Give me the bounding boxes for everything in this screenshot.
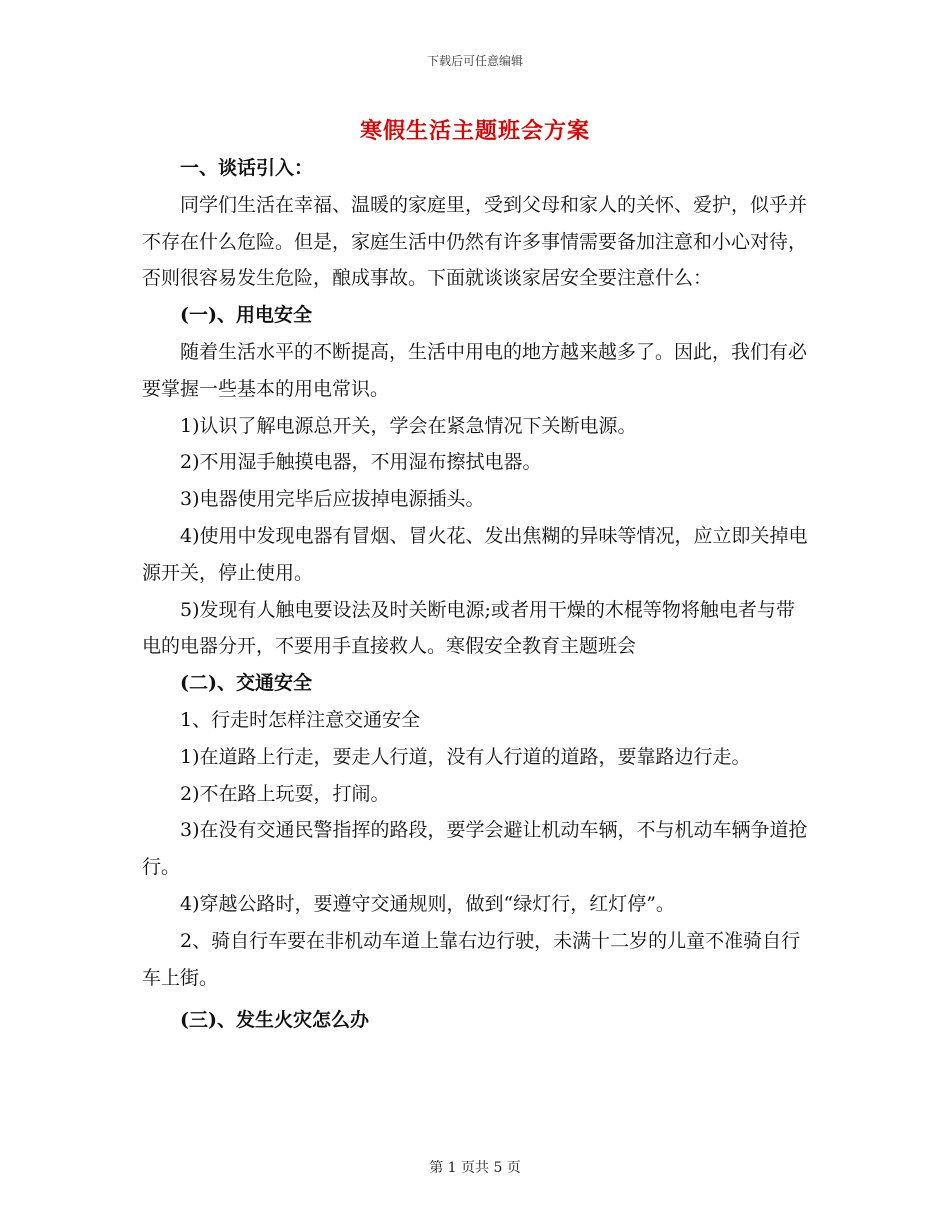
electricity-item-1: 1)认识了解电源总开关，学会在紧急情况下关断电源。 [180, 414, 637, 437]
electricity-item-4: 4)使用中发现电器有冒烟、冒火花、发出焦糊的异味等情况，应立即关掉电源开关，停止使用。 [142, 524, 808, 584]
electricity-item-3: 3)电器使用完毕后应拔掉电源插头。 [180, 488, 485, 511]
electricity-paragraph: 随着生活水平的不断提高，生活中用电的地方越来越多了。因此，我们有必要掌握一些基本的用电常识。 [142, 340, 808, 400]
electricity-item-2: 2)不用湿手触摸电器，不用湿布擦拭电器。 [180, 451, 542, 474]
intro-paragraph: 同学们生活在幸福、温暖的家庭里，受到父母和家人的关怀、爱护，似乎并不存在什么危险。但是，家庭生活中仍然有许多事情需要备加注意和小心对待，否则很容易发生危险，酿成事故。下面就谈谈家居安全要注意什么： [142, 193, 808, 290]
traffic-item-3: 3)在没有交通民警指挥的路段，要学会避让机动车辆，不与机动车辆争道抢行。 [142, 819, 808, 879]
page-footer: 第 1 页共 5 页 [429, 1160, 521, 1176]
page-header: 下载后可任意编辑 [426, 54, 523, 68]
document-title: 寒假生活主题班会方案 [359, 118, 590, 144]
traffic-item-1: 1)在道路上行走，要走人行道，没有人行道的道路，要靠路边行走。 [180, 745, 751, 768]
traffic-item-4: 4)穿越公路时，要遵守交通规则，做到“绿灯行，红灯停”。 [180, 892, 675, 915]
section-heading-electricity: (一)、用电安全 [180, 304, 312, 327]
section-heading-intro: 一、谈话引入： [180, 157, 314, 179]
traffic-item-2: 2)不在路上玩耍，打闹。 [180, 782, 390, 805]
section-heading-fire: (三)、发生火灾怎么办 [180, 1009, 369, 1032]
traffic-subheading-walking: 1、行走时怎样注意交通安全 [180, 708, 421, 731]
traffic-cycling-paragraph: 2、骑自行车要在非机动车道上靠右边行驶，未满十二岁的儿童不准骑自行车上街。 [142, 929, 801, 989]
document-body [142, 150, 810, 1039]
section-heading-traffic: (二)、交通安全 [180, 672, 312, 695]
electricity-item-5: 5)发现有人触电要设法及时关断电源;或者用干燥的木棍等物将触电者与带电的电器分开，不要用手直接救人。寒假安全教育主题班会 [142, 598, 795, 658]
